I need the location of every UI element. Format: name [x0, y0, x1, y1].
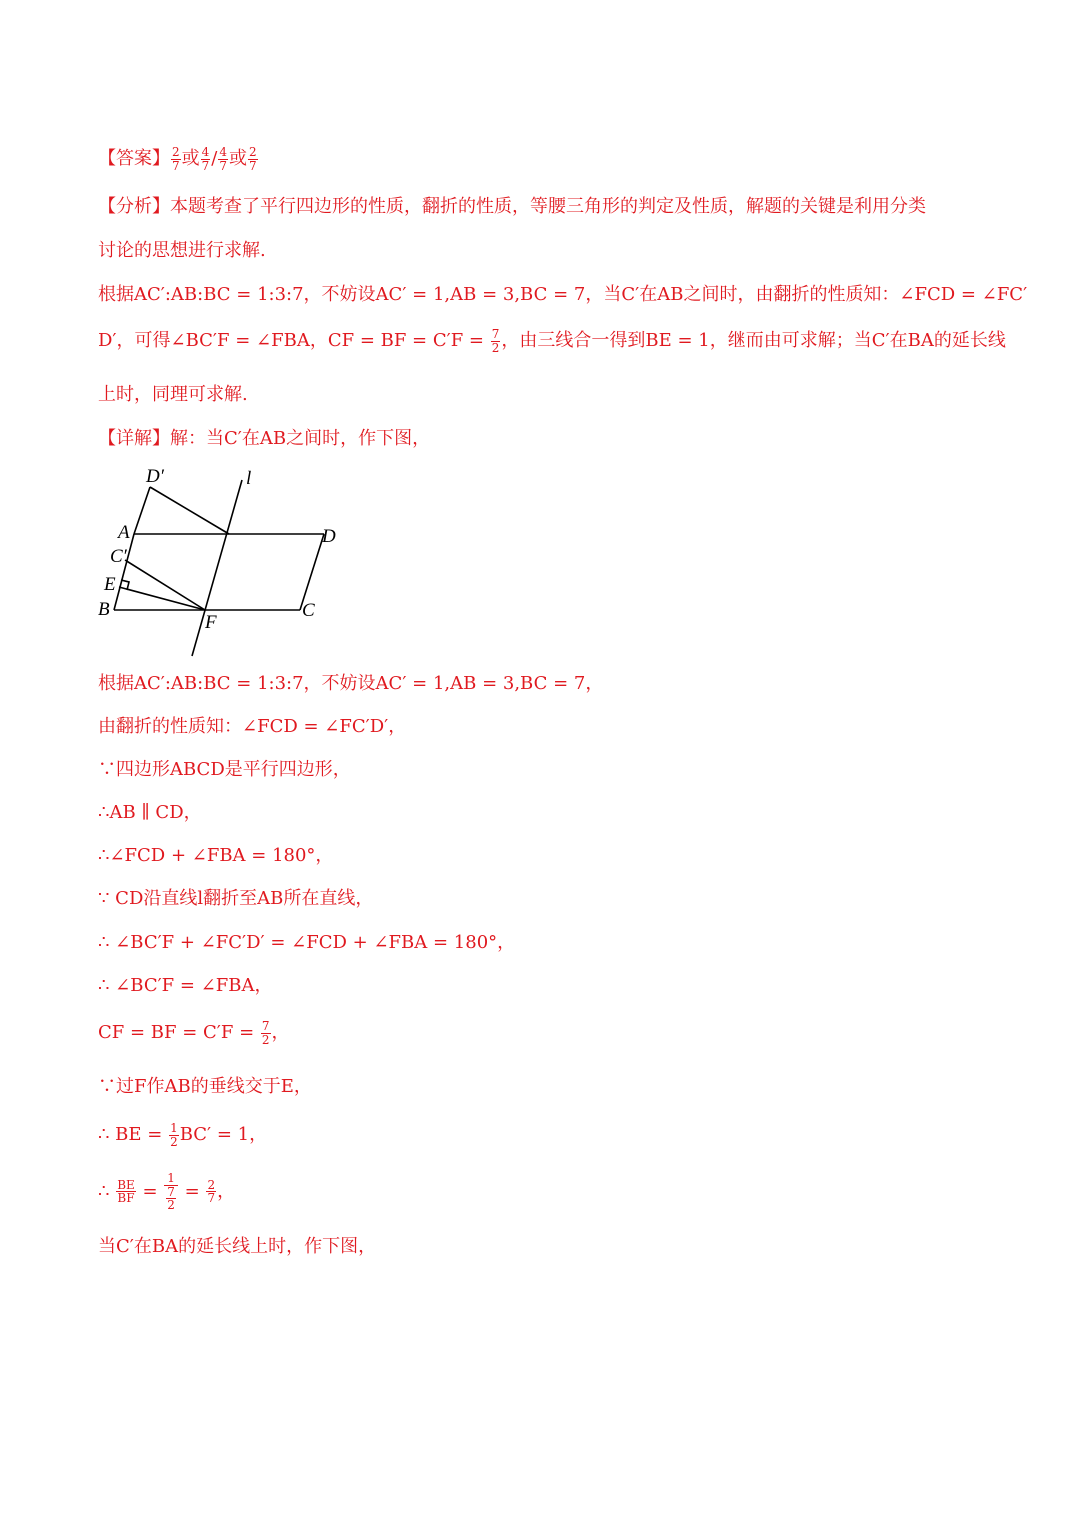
fraction-1-2: $\frac{1}{2}$ — [170, 1121, 178, 1149]
answer-or: 或 — [181, 148, 200, 170]
detail-step-7: ∴ ∠BC′F + ∠FC′D′ = ∠FCD + ∠FBA = 180°， — [98, 932, 516, 953]
detail-step-10: ∵过F作AB的垂线交于E， — [98, 1076, 312, 1097]
fraction-7-2: $\frac{7}{2}$ — [261, 1019, 270, 1047]
detail-step-5: ∴∠FCD + ∠FBA = 180°， — [98, 845, 334, 866]
answer-or: 或 — [229, 148, 247, 170]
detail-step-6: ∵ CD沿直线l翻折至AB所在直线， — [98, 888, 374, 909]
analysis-line-5: 上时，同理可求解. — [98, 384, 248, 405]
detail-step-2: 由翻折的性质知：∠FCD = ∠FC′D′， — [98, 716, 407, 737]
answer-line — [98, 146, 259, 172]
fraction-7-2: $\frac{7}{2}$ — [491, 327, 500, 355]
answer-fraction-2: $\frac{4}{7}$ — [201, 145, 210, 173]
detail-step-11 — [98, 1122, 267, 1148]
label-c-prime: C′ — [110, 546, 127, 567]
fraction-1-over-7-2: $\frac{1}{\frac{7}{2}}$ — [164, 1172, 178, 1212]
label-d: D — [322, 526, 336, 547]
analysis-line-1 — [98, 198, 926, 216]
answer-fraction-3: $\frac{4}{7}$ — [219, 145, 227, 173]
detail-step-12 — [98, 1172, 235, 1212]
detail-text: ∴ BE = — [98, 1124, 169, 1146]
answer-slash: / — [211, 148, 218, 170]
answer-label: 【答案】 — [98, 148, 170, 170]
detail-text: ∴ — [98, 1180, 116, 1202]
detail-line-intro — [98, 430, 430, 448]
label-b: B — [98, 599, 110, 620]
nested-fraction-7-2: $\frac{7}{2}$ — [167, 1184, 175, 1213]
answer-fraction-4: $\frac{2}{7}$ — [249, 145, 257, 173]
detail-step-8: ∴ ∠BC′F = ∠FBA， — [98, 975, 273, 996]
detail-step-1: 根据AC′:AB:BC = 1:3:7，不妨设AC′ = 1,AB = 3,BC = 7， — [98, 673, 604, 694]
label-f: F — [205, 612, 217, 633]
label-d-prime: D′ — [146, 466, 164, 487]
segment-d-prime-fold — [150, 487, 229, 534]
analysis-line-2: 讨论的思想进行求解. — [98, 240, 266, 261]
segment-c-prime-f — [125, 560, 205, 610]
label-c: C — [302, 600, 315, 621]
detail-step-13: 当C′在BA的延长线上时，作下图， — [98, 1236, 377, 1257]
label-a: A — [118, 522, 130, 543]
detail-step-3: ∵四边形ABCD是平行四边形， — [98, 759, 351, 780]
detail-intro-text: 解：当C′在AB之间时，作下图， — [170, 428, 431, 449]
detail-text: ， — [217, 1180, 236, 1202]
segment-e-f — [119, 587, 205, 610]
analysis-text: ，由三线合一得到BE = 1，继而由可求解；当C′在BA的延长线 — [501, 330, 1006, 352]
answer-fraction-1: $\frac{2}{7}$ — [172, 145, 180, 173]
detail-label: 【详解】 — [98, 428, 170, 449]
label-e: E — [104, 574, 116, 595]
label-l: l — [246, 468, 252, 489]
analysis-text: 本题考查了平行四边形的性质，翻折的性质，等腰三角形的判定及性质，解题的关键是利用分类 — [170, 196, 926, 217]
segment-c-prime-d-prime-upper — [134, 487, 150, 534]
detail-step-4: ∴AB ∥ CD， — [98, 802, 202, 823]
equals: = — [178, 1180, 206, 1202]
fraction-2-7: $\frac{2}{7}$ — [207, 1177, 216, 1206]
geometry-figure — [92, 460, 352, 660]
analysis-line-4 — [98, 328, 1006, 354]
segment-dc — [300, 534, 324, 610]
detail-text: ， — [271, 1022, 290, 1044]
detail-step-9 — [98, 1020, 290, 1046]
detail-text: CF = BF = C′F = — [98, 1022, 260, 1044]
analysis-line-3: 根据AC′:AB:BC = 1:3:7，不妨设AC′ = 1,AB = 3,BC = 7，当C′在AB之间时，由翻折的性质知：∠FCD = ∠FC′ — [98, 284, 1028, 305]
analysis-text: D′，可得∠BC′F = ∠FBA，CF = BF = C′F = — [98, 330, 490, 352]
line-l — [192, 480, 242, 656]
detail-text: BC′ = 1， — [179, 1124, 268, 1146]
fraction-be-bf: $\frac{BE}{BF}$ — [117, 1177, 135, 1206]
equals: = — [136, 1180, 164, 1202]
analysis-label: 【分析】 — [98, 196, 170, 217]
